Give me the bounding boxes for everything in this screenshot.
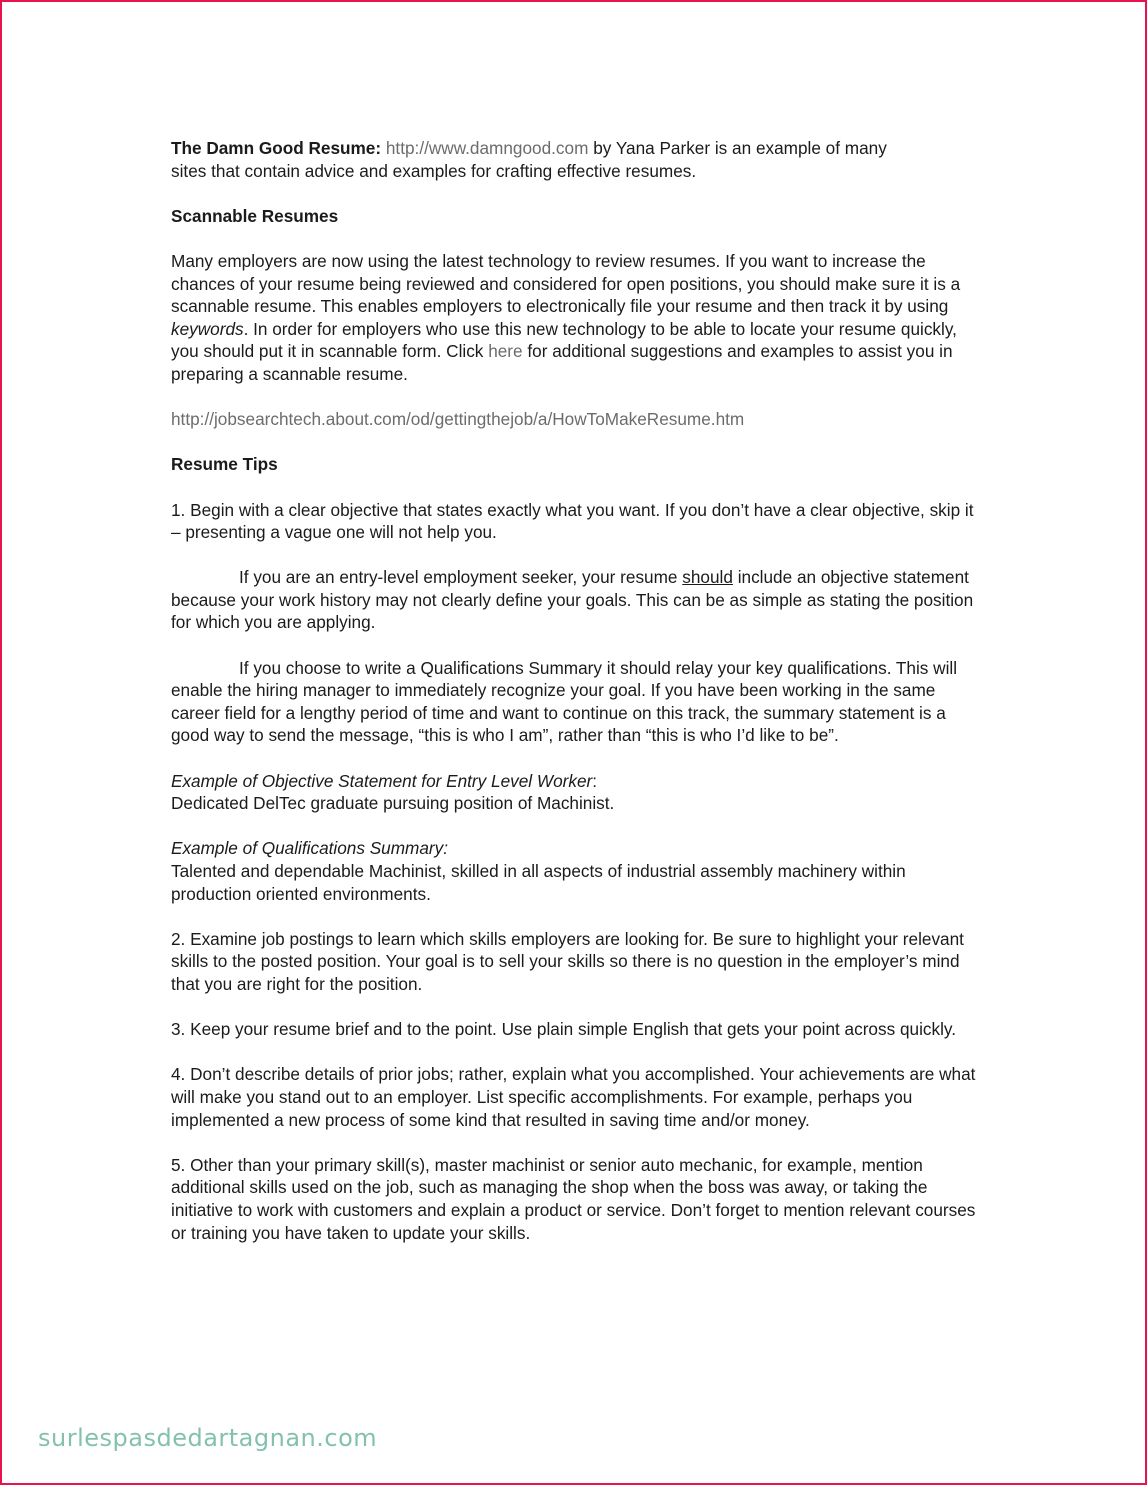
tip-4: 4. Don’t describe details of prior jobs; rather, explain what you accomplished. Your achievements are what will make you stand out to an employer. List specific accomplishments. For example, perhaps you implemented a new process of some kind that resulted in saving time and/or money. [171,1064,976,1130]
intro-paragraph [171,137,986,182]
scannable-text-3: for additional suggestions and examples to assist you in preparing a scannable resume. [171,341,953,384]
intro-title: The Damn Good Resume: [171,138,382,158]
tip-2: 2. Examine job postings to learn which skills employers are looking for. Be sure to highlight your relevant skills to the posted position. Your goal is to sell your skills so there is no question in the employer’s mind that you are right for the position. [171,928,964,994]
example-objective-colon: : [592,770,598,791]
scannable-here-link[interactable]: here [488,341,523,362]
entry-level-paragraph [171,566,986,634]
example-objective-label: Example of Objective Statement for Entry Level Worker [171,770,593,791]
example-summary-text: Talented and dependable Machinist, skilled in all aspects of industrial assembly machinery within production oriented environments. [171,861,906,904]
intro-url-link[interactable]: http://www.damngood.com [385,138,589,158]
example-summary [171,837,986,905]
watermark-logo: surlespasdedartagnan.com [38,1424,378,1452]
qualifications-paragraph: If you choose to write a Qualifications Summary it should relay your key qualifications. This will enable the hiring manager to immediately recognize your goal. If you have been working in the same career field for a lengthy period of time and want to continue on this track, the summary statement is a good way to send the message, “this is who I am”, rather than “this is who I’d like to be”. [171,657,958,746]
scannable-text-1: Many employers are now using the latest technology to review resumes. If you want to increase the chances of your resume being reviewed and considered for open positions, you should make sure it is a scannable resume. This enables employers to electronically file your resume and then track it by using [171,250,961,317]
example-summary-label: Example of Qualifications Summary: [171,838,449,859]
intro-text-1: by Yana Parker is an example of many [593,138,887,158]
scannable-text-2: . In order for employers who use this new technology to be able to locate your resume quickly, you should put it in scannable form. Click [171,318,957,362]
entry-level-text-2: include an objective statement because your work history may not clearly define your goals. This can be as simple as stating the position for which you are applying. [171,567,974,633]
scannable-keyword: keywords [171,318,244,339]
tip-1: 1. Begin with a clear objective that states exactly what you want. If you don’t have a clear objective, skip it – presenting a vague one will not help you. [171,499,974,543]
example-objective [171,770,986,815]
scannable-paragraph [171,250,986,386]
example-objective-text: Dedicated DelTec graduate pursuing position of Machinist. [171,793,615,814]
source-url-link[interactable]: http://jobsearchtech.about.com/od/gettingthejob/a/HowToMakeResume.htm [171,409,745,430]
scannable-heading: Scannable Resumes [171,205,339,226]
entry-level-should: should [682,567,733,588]
tips-heading: Resume Tips [171,454,278,475]
tip-3: 3. Keep your resume brief and to the point. Use plain simple English that gets your point across quickly. [171,1019,956,1040]
tip-5: 5. Other than your primary skill(s), master machinist or senior auto mechanic, for example, mention additional skills used on the job, such as managing the shop when the boss was away, or taking the initiative to work with customers and explain a product or service. Don’t forget to mention relevant courses or training you have taken to update your skills. [171,1154,976,1243]
entry-level-text-1: If you are an entry-level employment seeker, your resume [239,567,678,588]
intro-text-2: sites that contain advice and examples for crafting effective resumes. [171,160,697,181]
document-body [171,137,986,1267]
